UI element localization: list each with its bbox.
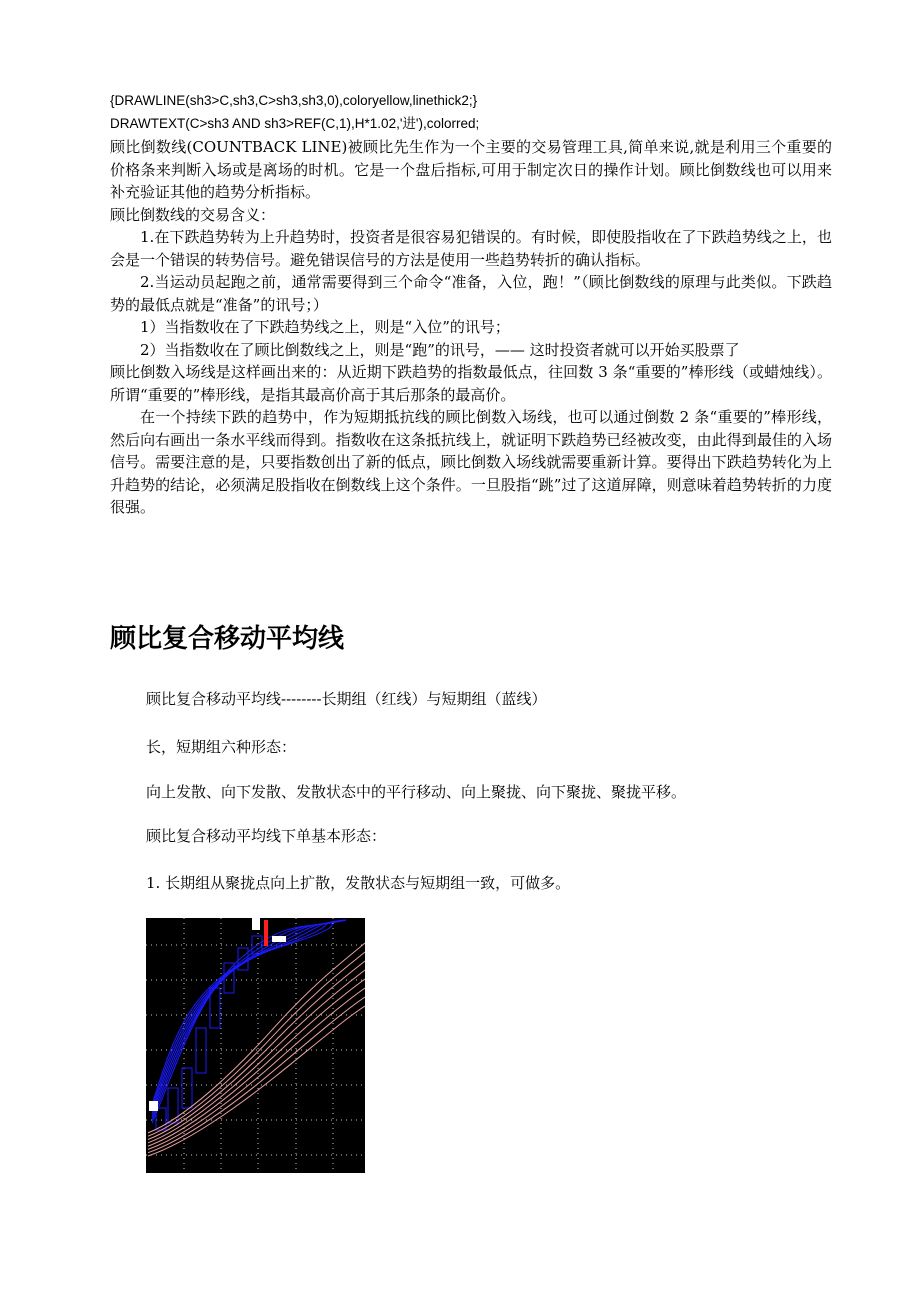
section-line-long-position: 1. 长期组从聚拢点向上扩散，发散状态与短期组一致，可做多。 <box>146 874 571 892</box>
short-term-ma-line <box>152 920 346 1117</box>
short-term-ma-line <box>152 920 346 1120</box>
point-1-paragraph: 1.在下跌趋势转为上升趋势时，投资者是很容易犯错误的。有时候，即使股指收在了下跌趋势线之上，也会是一个错误的转势信号。避免错误信号的方法是使用一些趋势转折的确认指标。 <box>110 228 832 269</box>
section-line-order-patterns: 顾比复合移动平均线下单基本形态： <box>146 827 387 845</box>
short-term-ma-line <box>152 920 346 1123</box>
sub-point-2: 2）当指数收在了顾比倒数线之上，则是“跑”的讯号，—— 这时投资者就可以开始买股票了 <box>140 340 740 359</box>
countback-entry-paragraph: 顾比倒数入场线是这样画出来的：从近期下跌趋势的指数最低点，往回数 3 条“重要的”棒形线（或蜡烛线）。所谓“重要的”棒形线，是指其最高价高于其后那条的最高价。 <box>110 363 832 404</box>
short-term-ma-line <box>152 920 346 1105</box>
candlestick <box>224 963 234 993</box>
short-term-ma-line <box>152 920 346 1108</box>
intro-section <box>110 136 832 519</box>
resistance-line-paragraph: 在一个持续下跌的趋势中，作为短期抵抗线的顾比倒数入场线，也可以通过倒数 2 条“重要的”棒形线，然后向右画出一条水平线而得到。指数收在这条抵抗线上，就证明下跌趋势已经被改变，由此得到最佳的入场信号。需要注意的是，只要指数创出了新的低点，顾比倒数入场线就需要重新计算。要得出下跌趋势转化为上升趋势的结论，必须满足股指收在倒数线上这个条件。一旦股指“跳”过了这道屏障，则意味着趋势转折的力度很强。 <box>110 408 832 516</box>
section-line-six-patterns: 长，短期组六种形态： <box>146 738 297 756</box>
section-title: 顾比复合移动平均线 <box>110 624 345 654</box>
long-term-ma-line <box>148 979 365 1146</box>
long-term-ma-line <box>148 997 365 1153</box>
section-line-pattern-list: 向上发散、向下发散、发散状态中的平行移动、向上聚拢、向下聚拢、聚拢平移。 <box>146 783 687 801</box>
code-line-drawline: {DRAWLINE(sh3>C,sh3,C>sh3,sh3,0),coloryellow,linethick2;} <box>110 93 478 108</box>
signal-marker <box>264 920 268 946</box>
gmma-chart-svg <box>146 918 365 1173</box>
point-2-paragraph: 2.当运动员起跑之前，通常需要得到三个命令“准备，入位，跑！”（顾比倒数线的原理与此类似。下跌趋势的最低点就是“准备”的讯号；） <box>110 273 832 314</box>
section-line-groups: 顾比复合移动平均线--------长期组（红线）与短期组（蓝线） <box>146 690 547 708</box>
price-marker <box>252 918 260 930</box>
price-marker <box>149 1101 158 1111</box>
price-marker <box>272 936 286 942</box>
chart-marks <box>149 918 286 1111</box>
intro-paragraph: 顾比倒数线(COUNTBACK LINE)被顾比先生作为一个主要的交易管理工具,简单来说,就是利用三个重要的价格条来判断入场或是离场的时机。它是一个盘后指标,可用于制定次日的操作计划。顾比倒数线也可以用来补充验证其他的趋势分析指标。 <box>110 138 832 201</box>
gmma-chart-image <box>146 918 365 1173</box>
trading-meaning-heading: 顾比倒数线的交易含义： <box>110 205 276 224</box>
long-term-ma-line <box>148 943 365 1133</box>
short-term-ma-group <box>152 920 346 1123</box>
code-line-drawtext: DRAWTEXT(C>sh3 AND sh3>REF(C,1),H*1.02,'进'),colorred; <box>110 116 480 131</box>
long-term-ma-line <box>148 988 365 1149</box>
sub-point-1: 1）当指数收在了下跌趋势线之上，则是“入位”的讯号； <box>140 318 510 336</box>
long-term-ma-line <box>148 970 365 1143</box>
